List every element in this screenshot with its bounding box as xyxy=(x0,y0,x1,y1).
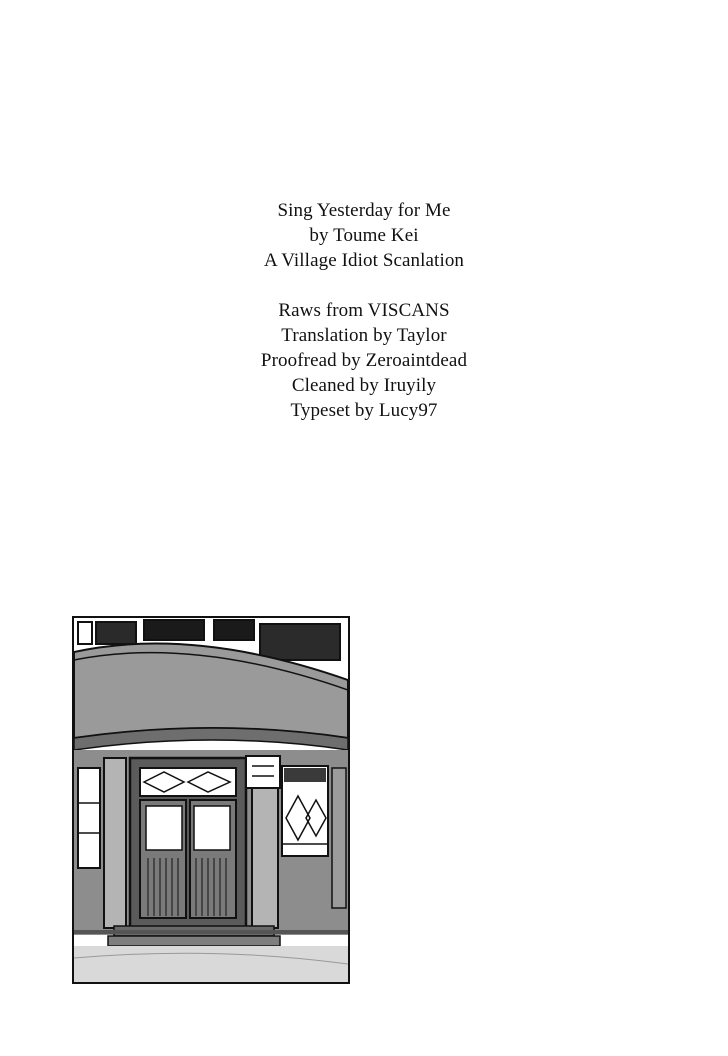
credits-spacer xyxy=(0,273,728,298)
series-title: Sing Yesterday for Me xyxy=(277,200,451,221)
author-line: by Toume Kei xyxy=(309,225,419,246)
translation-credit: Translation by Taylor xyxy=(281,325,447,346)
proofread-credit: Proofread by Zeroaintdead xyxy=(260,350,468,371)
typeset-credit: Typeset by Lucy97 xyxy=(290,400,438,421)
building-illustration xyxy=(72,616,350,984)
raws-credit: Raws from VISCANS xyxy=(278,300,450,321)
group-line: A Village Idiot Scanlation xyxy=(263,250,465,271)
cleaned-credit: Cleaned by Iruyily xyxy=(291,375,437,396)
credits-block xyxy=(0,198,728,423)
building-drawing xyxy=(74,618,348,982)
